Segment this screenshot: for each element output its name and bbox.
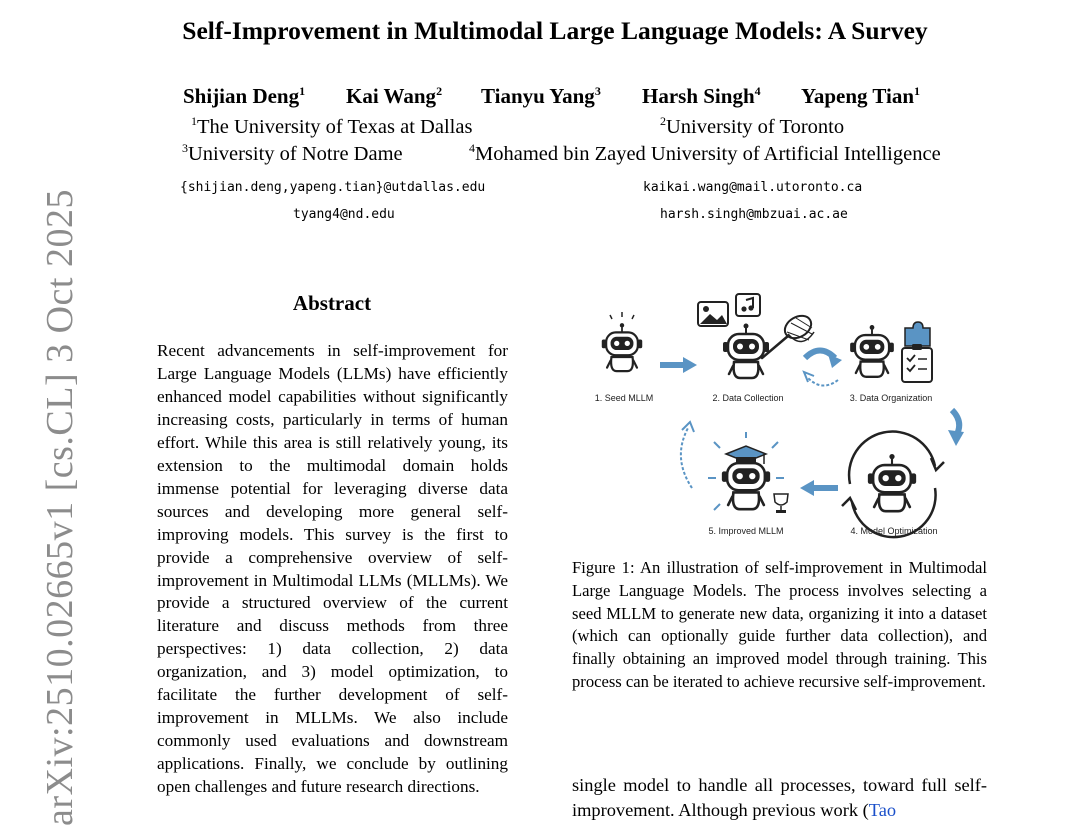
email-nd: tyang4@nd.edu [293,207,395,222]
dashed-loop-arrow-icon [681,422,694,488]
figure-self-improvement-pipeline [580,288,965,546]
arrow-right-icon [660,357,697,373]
improved-mllm-robot-icon [708,432,784,510]
music-icon [736,294,760,316]
model-optimization-robot-icon [842,432,944,538]
email-toronto: kaikai.wang@mail.utoronto.ca [643,180,863,195]
author-affiliation-mark: 4 [754,84,761,98]
arrow-left-icon [800,480,838,496]
butterfly-net-icon [762,311,815,358]
author-affiliation-mark: 2 [436,84,443,98]
paper-title: Self-Improvement in Multimodal Large Language Models: A Survey [182,16,928,45]
abstract-body: Recent advancements in self-improvement for Large Language Models (LLMs) have efficiently enhanced model capabilities without significantly increasing costs, particularly in terms of human effort. While this area is still relatively young, its extension to the multimodal domain holds immense potential for leveraging diverse data sources and developing more general self-improving models. This survey is the first to provide a comprehensive overview of self-improvement in Multimodal LLMs (MLLMs). We provide a structured overview of the current literature and discuss methods from three perspectives: 1) data collection, 2) data organization, and 3) model optimization, to facilitate the further development of self-improvement in MLLMs. We also include commonly used evaluations and downstream applications. Finally, we conclude by outlining open challenges and future research directions. [157,341,508,797]
author-affiliation-mark: 1 [299,84,306,98]
author-name: Shijian Deng [183,84,300,108]
stage-label-model-optimization: 4. Model Optimization [850,526,938,536]
dashed-feedback-arrow-icon [804,372,838,386]
stage-label-seed-mllm: 1. Seed MLLM [594,393,654,403]
body-paragraph [572,773,987,822]
email-mbzuai: harsh.singh@mbzuai.ac.ae [660,207,848,222]
trophy-icon [774,494,788,513]
abstract-heading: Abstract [292,291,372,315]
author-tian [801,84,920,109]
affiliation-toronto: $^2$University of Toronto [660,114,845,138]
arxiv-identifier: arXiv:2510.02665v1 [cs.CL] 3 Oct 2025 [39,189,81,826]
author-name: Yapeng Tian [801,84,915,108]
data-collection-robot-icon [723,324,769,379]
affiliation-notre-dame: $^3$University of Notre Dame [182,141,403,165]
author-name: Harsh Singh [642,84,755,108]
stage-label-improved-mllm: 5. Improved MLLM [708,526,784,536]
author-wang [346,84,442,109]
citation-link[interactable]: Tao [868,799,897,820]
author-name: Tianyu Yang [481,84,595,108]
stage-label-data-organization: 3. Data Organization [849,393,933,403]
data-organization-robot-icon [850,325,894,377]
image-icon [698,302,728,326]
author-singh [642,84,761,109]
author-name: Kai Wang [346,84,437,108]
email-utd: {shijian.deng,yapeng.tian}@utdallas.edu [180,180,486,195]
author-affiliation-mark: 1 [914,84,921,98]
author-yang [481,84,601,109]
body-text: single model to handle all processes, toward full self-improvement. Although previous work ( [572,775,987,820]
checklist-icon [902,344,932,382]
author-deng [183,84,305,109]
author-affiliation-mark: 3 [594,84,601,98]
down-arrow-icon [948,410,964,446]
figure-caption: Figure 1: An illustration of self-improvement in Multimodal Large Language Models. The process involves selecting a seed MLLM to generate new data, organizing it into a dataset (which can optionally guide further data collection), and finally obtaining an improved model through training. This process can be iterated to achieve recursive self-improvement. [572,558,987,691]
puzzle-piece-icon [905,322,930,346]
curved-arrow-icon [805,351,842,369]
affiliation-utd: $^1$The University of Texas at Dallas [191,114,473,138]
stage-label-data-collection: 2. Data Collection [712,393,784,403]
affiliation-mbzuai: $^4$Mohamed bin Zayed University of Artificial Intelligence [469,141,941,165]
seed-mllm-robot-icon [602,312,642,371]
